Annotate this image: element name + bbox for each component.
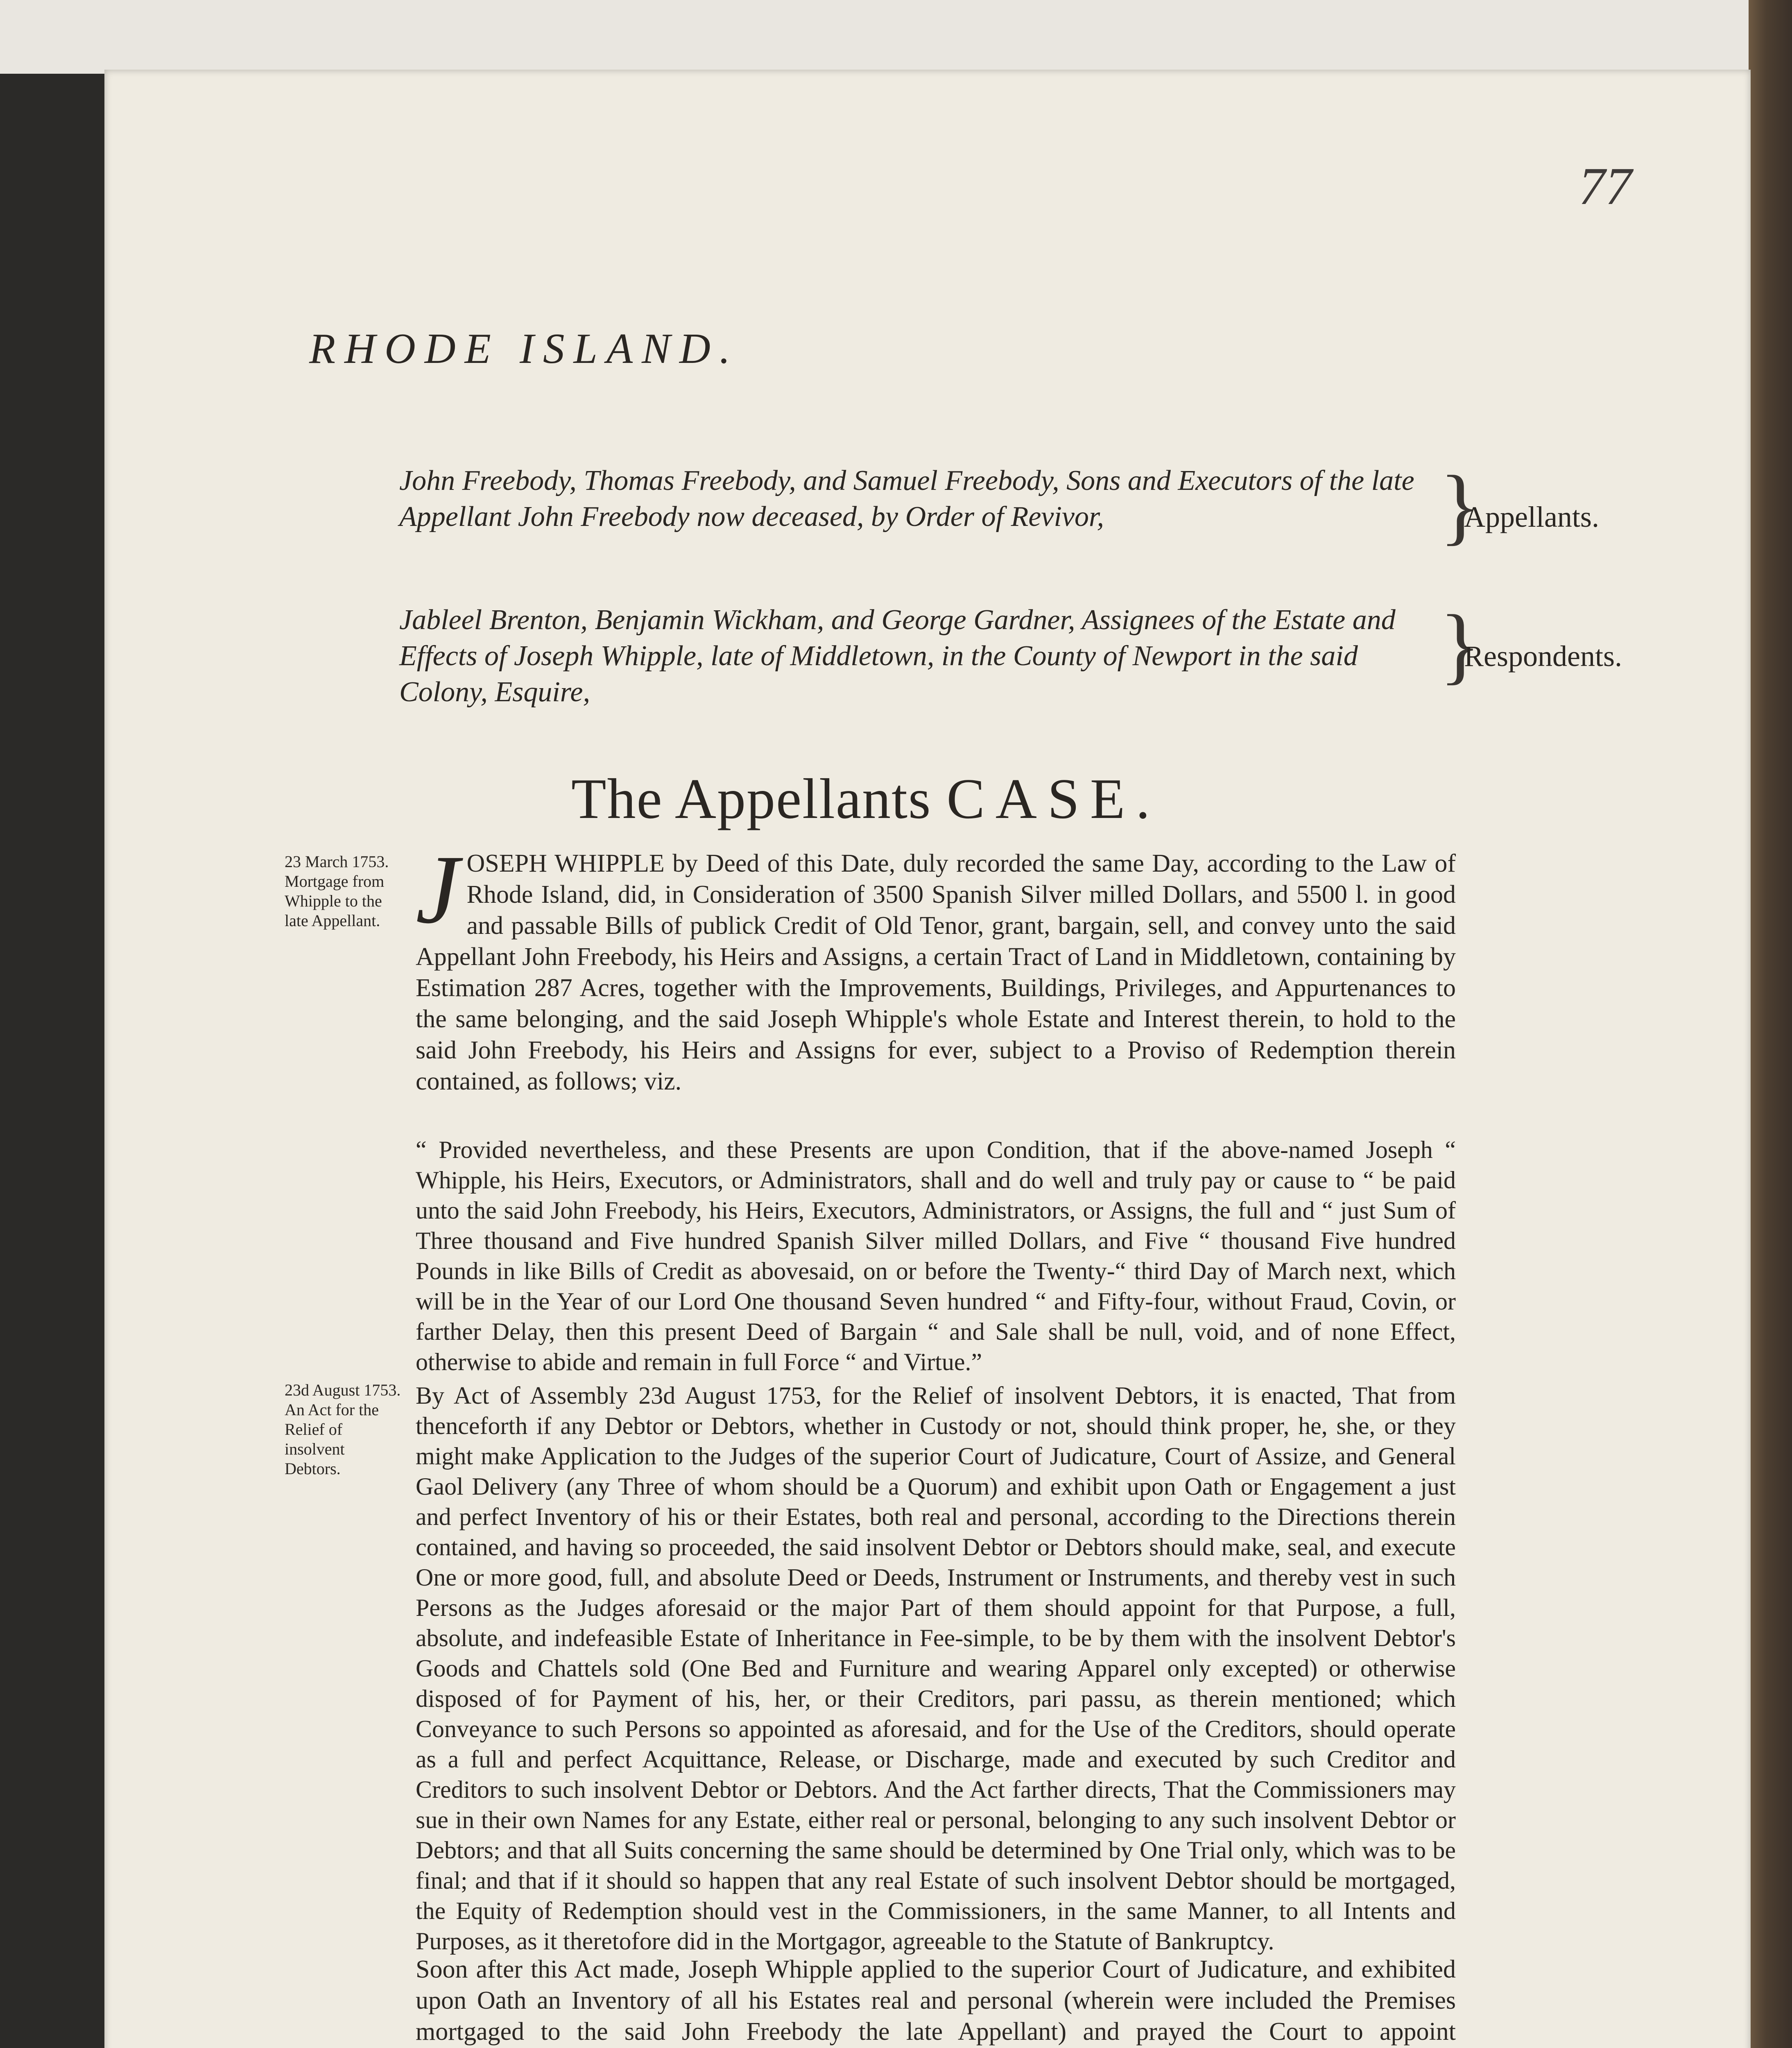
drop-capital: J	[416, 835, 459, 944]
brace-icon: }	[1439, 458, 1481, 553]
brace-icon: }	[1439, 598, 1481, 693]
quoted-proviso: “ Provided nevertheless, and these Presents are upon Condition, that if the above-named Joseph “ Whipple, his Heirs, Executors, or Administrators, shall and do well and truly pay or cause to “ be paid unto the said John Freebody, his Heirs, Executors, Administrators, or Assigns, the full and “ just Sum of Three thousand and Five hundred Spanish Silver milled Dollars, and Five “ thousand Five hundred Pounds in like Bills of Credit as abovesaid, on or before the Twenty-“ third Day of March next, which will be in the Year of our Lord One thousand Seven hundred “ and Fifty-four, without Fraud, Covin, or farther Delay, then this present Deed of Bargain “ and Sale shall be null, void, and of none Effect, otherwise to abide and remain in full Force “ and Virtue.”	[416, 1136, 1456, 1375]
margin-note: 23d August 1753. An Act for the Relief of insolvent Debtors.	[285, 1381, 401, 1478]
document-page	[104, 70, 1751, 2048]
margin-note: 23 March 1753. Mortgage from Whipple to the late Appellant.	[285, 852, 389, 930]
page-heading: RHODE ISLAND.	[309, 324, 740, 372]
respondents-block	[399, 598, 1622, 710]
appellants-role: Appellants.	[1464, 501, 1599, 533]
respondents-role: Respondents.	[1464, 640, 1622, 673]
book-edge	[1749, 0, 1792, 2048]
case-title	[571, 766, 1161, 832]
scan-background-top	[0, 0, 1792, 74]
paragraph: By Act of Assembly 23d August 1753, for the Relief of insolvent Debtors, it is enacted, That from thenceforth if any Debtor or Debtors, whether in Custody or not, should think proper, he, she, or they might make Application to the Judges of the superior Court of Judicature, Court of Assize, and General Gaol Delivery (any Three of whom should be a Quorum) and exhibit upon Oath or Engagement a just and perfect Inventory of his or their Estates, both real and personal, according to the Directions therein contained, and having so proceeded, the said insolvent Debtor or Debtors should make, seal, and execute One or more good, full, and absolute Deed or Deeds, Instrument or Instruments, and thereby vest in such Persons as the Judges aforesaid or the major Part of them should appoint for that Purpose, a full, absolute, and indefeasible Estate of Inheritance in Fee-simple, to be by them with the insolvent Debtor's Goods and Chattels sold (One Bed and Furniture and wearing Apparel only excepted) or otherwise disposed of for Payment of his, her, or their Creditors, pari passu, as therein mentioned; which Conveyance to such Persons so appointed as aforesaid, and for the Use of the Creditors, should operate as a full and perfect Acquittance, Release, or Discharge, made and executed by such Creditor and Creditors to such insolvent Debtor or Debtors. And the Act farther directs, That the Commissioners may sue in their own Names for any Estate, either real or personal, belonging to any such insolvent Debtor or Debtors; and that all Suits concerning the same should be determined by One Trial only, which was to be final; and that if it should so happen that any real Estate of such insolvent Debtor should be mortgaged, the Equity of Redemption should vest in the Commissioners, in the same Manner, to all Intents and Purposes, as it theretofore did in the Mortgagor, agreeable to the Statute of Bankruptcy.	[416, 1382, 1456, 1955]
paragraph	[416, 835, 1456, 1097]
folio-number: 77	[1579, 157, 1632, 216]
case-title-prefix: The Appellants	[571, 767, 932, 831]
case-title-word: CASE.	[946, 767, 1161, 831]
appellants-names: John Freebody, Thomas Freebody, and Samuel Freebody, Sons and Executors of the late Appellant John Freebody now deceased, by Order of Revivor,	[399, 465, 1414, 532]
paragraph: Soon after this Act made, Joseph Whipple applied to the superior Court of Judicature, and exhibited upon Oath an Inventory of all his Estates real and personal (wherein were included the Premises mortgaged to the said John Freebody the late Appellant) and prayed the Court to appoint	[416, 1955, 1456, 2046]
appellants-block	[399, 458, 1599, 553]
paragraph-text: OSEPH WHIPPLE by Deed of this Date, duly recorded the same Day, according to the Law of Rhode Island, did, in Consideration of 3500 Spanish Silver milled Dollars, and 5500 l. in good and passable Bills of publick Credit of Old Tenor, grant, bargain, sell, and convey unto the said Appellant John Freebody, his Heirs and Assigns, a certain Tract of Land in Middletown, containing by Estimation 287 Acres, together with the Improvements, Buildings, Privileges, and Appurtenances to the same belonging, and the said Joseph Whipple's whole Estate and Interest therein, to hold to the said John Freebody, his Heirs and Assigns for ever, subject to a Proviso of Redemption therein contained, as follows; viz.	[416, 850, 1456, 1095]
respondents-names: Jableel Brenton, Benjamin Wickham, and George Gardner, Assignees of the Estate and Effects of Joseph Whipple, late of Middletown, in the County of Newport in the said Colony, Esquire,	[399, 604, 1396, 708]
